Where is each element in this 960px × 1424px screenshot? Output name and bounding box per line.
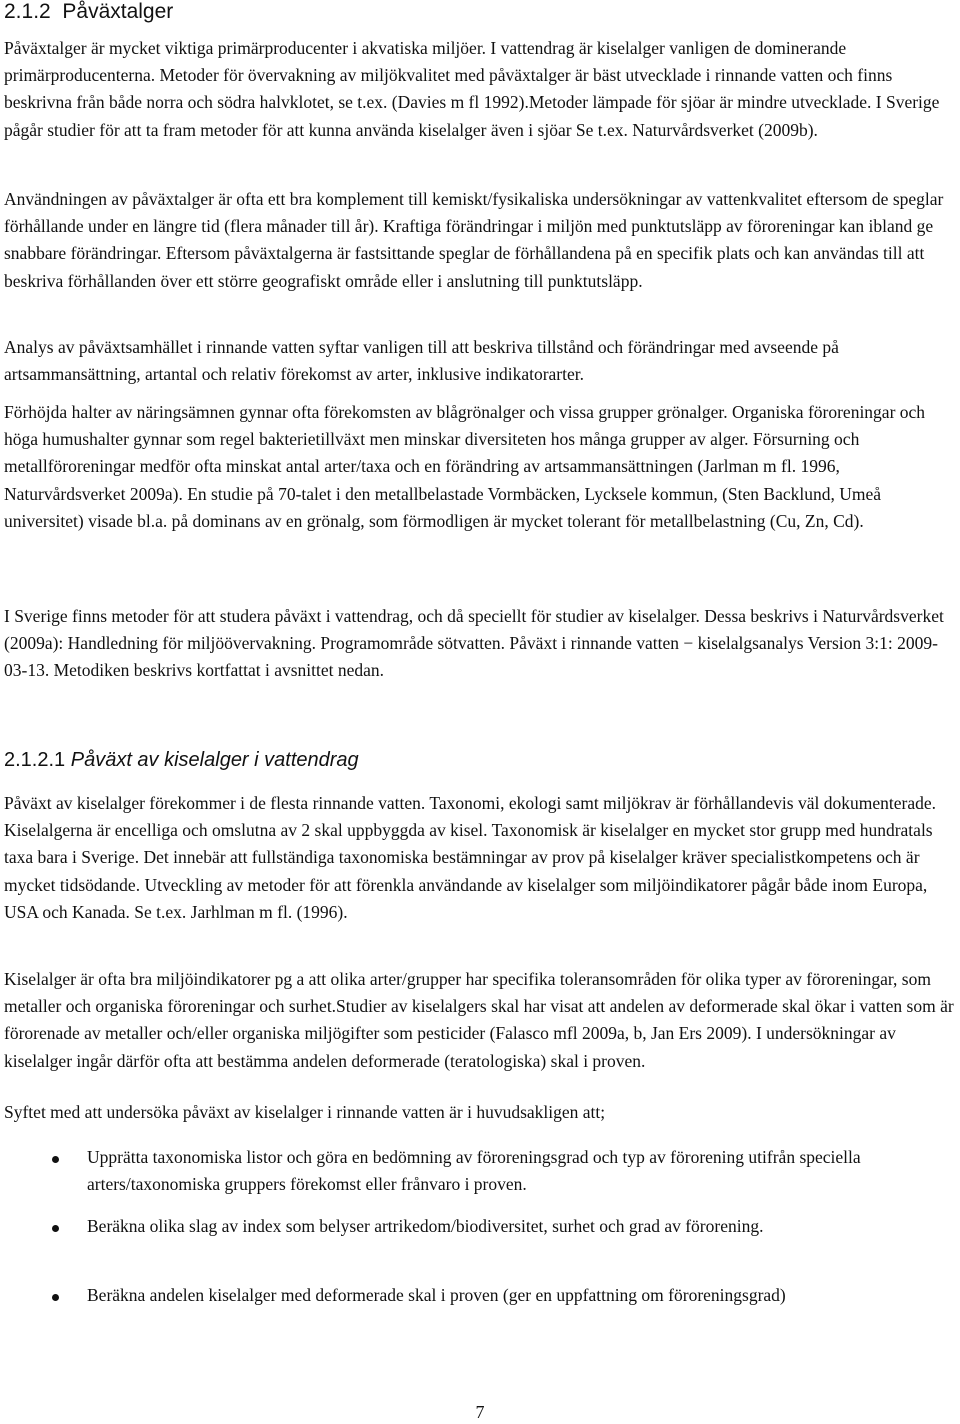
paragraph: Syftet med att undersöka påväxt av kiselalger i rinnande vatten är i huvudsakligen att; <box>4 1102 606 1122</box>
list-item-text: Beräkna andelen kiselalger med deformerade skal i proven (ger en uppfattning om föroreningsgrad) <box>87 1285 786 1305</box>
page-number: 7 <box>475 1402 485 1422</box>
paragraph: Påväxt av kiselalger förekommer i de flesta rinnande vatten. Taxonomi, ekologi samt miljökrav är förhållandevis väl dokumenterade. Kiselalgerna är encelliga och omslutna av 2 skal uppbyggda av kisel. Taxonomisk är kiselalger en mycket stor grupp med hundratals taxa bara i Sverige. Det innebär att fullständiga taxonomiska bestämningar av prov på kiselalger kräver specialistkompetens och är mycket tidsödande. Utveckling av metoder för att förenkla användande av kiselalger som miljöindikatorer pågår både inom Europa, USA och Kanada. Se t.ex. Jarhlman m fl. (1996). <box>4 793 936 922</box>
bullet-icon <box>52 1225 59 1232</box>
section-number: 2.1.2 <box>4 0 51 23</box>
paragraph: Användningen av påväxtalger är ofta ett bra komplement till kemiskt/fysikaliska undersökningar av vattenkvalitet eftersom de speglar förhållande under en längre tid (flera månader till år). Kraftiga förändringar i miljön med punktutsläpp av föroreningar kan ibland ge snabbare förändringar. Eftersom påväxtalgerna är fastsittande speglar de förhållandena på en specifik plats och kan användas till att beskriva förhållanden över ett större geografiskt område eller i anslutning till punktutsläpp. <box>4 189 944 291</box>
bullet-icon <box>52 1294 59 1301</box>
paragraph: Kiselalger är ofta bra miljöindikatorer pg a att olika arter/grupper har specifika toleransområden för olika typer av föroreningar, som metaller och organiska föroreningar och surhet.Studier av kiselalgers skal har visat att andelen av deformerade skal ökar i vatten som är förorenade av metaller och/eller organiska miljögifter som pesticider (Falasco mfl 2009a, b, Jan Ers 2009). I undersökningar av kiselalger ingår därför ofta att bestämma andelen deformerade (teratologiska) skal i proven. <box>4 969 954 1071</box>
subsection-title: Påväxt av kiselalger i vattendrag <box>70 749 359 771</box>
paragraph: Påväxtalger är mycket viktiga primärproducenter i akvatiska miljöer. I vattendrag är kiselalger vanligen de dominerande primärproducenterna. Metoder för övervakning av miljökvalitet med påväxtalger är bäst utvecklade i rinnande vatten och finns beskrivna från både norra och södra halvklotet, se t.ex. (Davies m fl 1992).Metoder lämpade för sjöar är mindre utvecklade. I Sverige pågår studier för att ta fram metoder för att kunna använda kiselalger även i sjöar Se t.ex. Naturvårdsverket (2009b). <box>4 38 940 140</box>
list-item <box>4 1282 956 1309</box>
list-item <box>4 1144 956 1198</box>
paragraph: Analys av påväxtsamhället i rinnande vatten syftar vanligen till att beskriva tillstånd och förändringar med avseende på artsammansättning, artantal och relativ förekomst av arter, inklusive indikatorarter. <box>4 337 839 385</box>
paragraph: I Sverige finns metoder för att studera påväxt i vattendrag, och då speciellt för studier av kiselalger. Dessa beskrivs i Naturvårdsverket (2009a): Handledning för miljöövervakning. Programområde sötvatten. Påväxt i rinnande vatten − kiselalgsanalys Version 3:1: 2009-03-13. Metodiken beskrivs kortfattat i avsnittet nedan. <box>4 606 944 681</box>
subsection-heading <box>4 748 359 772</box>
list-item <box>4 1213 956 1240</box>
section-heading <box>4 0 173 24</box>
subsection-number: 2.1.2.1 <box>4 749 66 771</box>
paragraph: Förhöjda halter av näringsämnen gynnar ofta förekomsten av blågrönalger och vissa grupper grönalger. Organiska föroreningar och höga humushalter gynnar som regel bakterietillväxt men minskar diversiteten hos många grupper av alger. Försurning och metallföroreningar medför ofta minskat antal arter/taxa och en förändring av artsammansättningen (Jarlman m fl. 1996, Naturvårdsverket 2009a). En studie på 70-talet i den metallbelastade Vormbäcken, Lycksele kommun, (Sten Backlund, Umeå universitet) visade bl.a. på dominans av en grönalg, som förmodligen är mycket tolerant för metallbelastning (Cu, Zn, Cd). <box>4 402 926 531</box>
bullet-icon <box>52 1156 59 1163</box>
section-title: Påväxtalger <box>62 0 174 23</box>
list-item-text: Beräkna olika slag av index som belyser artrikedom/biodiversitet, surhet och grad av förorening. <box>87 1216 764 1236</box>
list-item-text: Upprätta taxonomiska listor och göra en bedömning av föroreningsgrad och typ av förorening utifrån speciella arters/taxonomiska gruppers förekomst eller frånvaro i proven. <box>87 1147 861 1195</box>
